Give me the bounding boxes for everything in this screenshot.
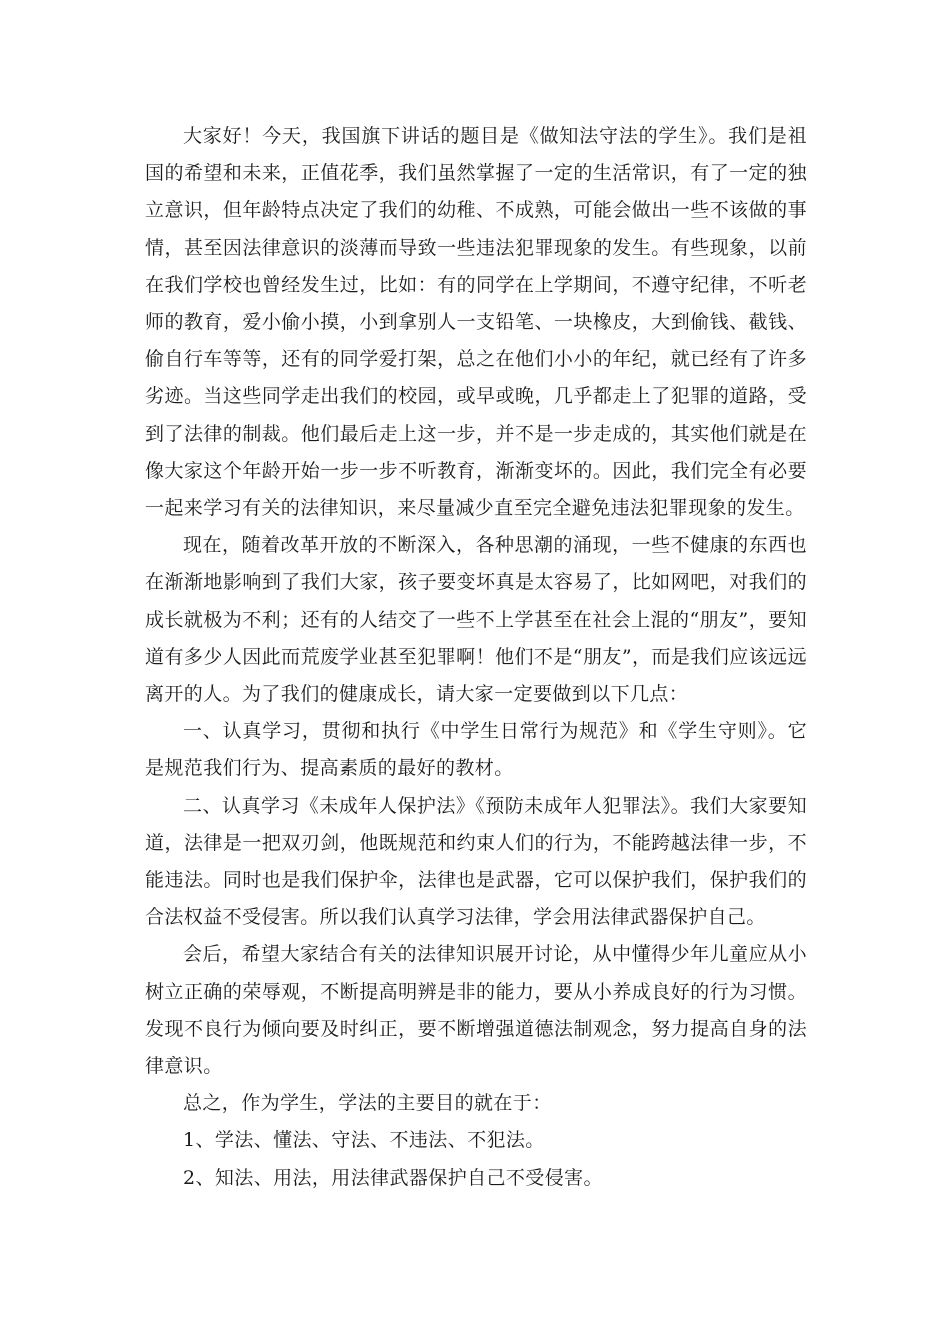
paragraph-discussion: 会后，希望大家结合有关的法律知识展开讨论，从中懂得少年儿童应从小树立正确的荣辱观，不断提高明辨是非的能力，要从小养成良好的行为习惯。发现不良行为倾向要及时纠正，要不断增强道德法制观念，努力提高自身的法律意识。 — [145, 943, 807, 1078]
paragraph-point-two: 二、认真学习《未成年人保护法》《预防未成年人犯罪法》。我们大家要知道，法律是一把双刃剑，他既规范和约束人们的行为，不能跨越法律一步，不能违法。同时也是我们保护伞，法律也是武器，它可以保护我们，保护我们的合法权益不受侵害。所以我们认真学习法律，学会用法律武器保护自己。 — [145, 794, 807, 929]
paragraph-summary: 总之，作为学生，学法的主要目的就在于： — [183, 1092, 552, 1115]
document-body — [145, 118, 807, 1197]
list-item-2: 2、知法、用法，用法律武器保护自己不受侵害。 — [183, 1166, 603, 1189]
list-item-1: 1、学法、懂法、守法、不违法、不犯法。 — [183, 1129, 545, 1152]
paragraph-point-one: 一、认真学习，贯彻和执行《中学生日常行为规范》和《学生守则》。它是规范我们行为、提高素质的最好的教材。 — [145, 720, 807, 780]
paragraph-opening: 大家好！今天，我国旗下讲话的题目是《做知法守法的学生》。我们是祖国的希望和未来，正值花季，我们虽然掌握了一定的生活常识，有了一定的独立意识，但年龄特点决定了我们的幼稚、不成熟，可能会做出一些不该做的事情，甚至因法律意识的淡薄而导致一些违法犯罪现象的发生。有些现象，以前在我们学校也曾经发生过，比如：有的同学在上学期间，不遵守纪律，不听老师的教育，爱小偷小摸，小到拿别人一支铅笔、一块橡皮，大到偷钱、截钱、偷自行车等等，还有的同学爱打架，总之在他们小小的年纪，就已经有了许多劣迹。当这些同学走出我们的校园，或早或晚，几乎都走上了犯罪的道路，受到了法律的制裁。他们最后走上这一步，并不是一步走成的，其实他们就是在像大家这个年龄开始一步一步不听教育，渐渐变坏的。因此，我们完全有必要一起来学习有关的法律知识，来尽量减少直至完全避免违法犯罪现象的发生。 — [145, 125, 807, 520]
paragraph-influences: 现在，随着改革开放的不断深入，各种思潮的涌现，一些不健康的东西也在渐渐地影响到了我们大家，孩子要变坏真是太容易了，比如网吧，对我们的成长就极为不利；还有的人结交了一些不上学甚至在社会上混的“朋友”，要知道有多少人因此而荒废学业甚至犯罪啊！他们不是“朋友”，而是我们应该远远离开的人。为了我们的健康成长，请大家一定要做到以下几点： — [145, 534, 807, 706]
